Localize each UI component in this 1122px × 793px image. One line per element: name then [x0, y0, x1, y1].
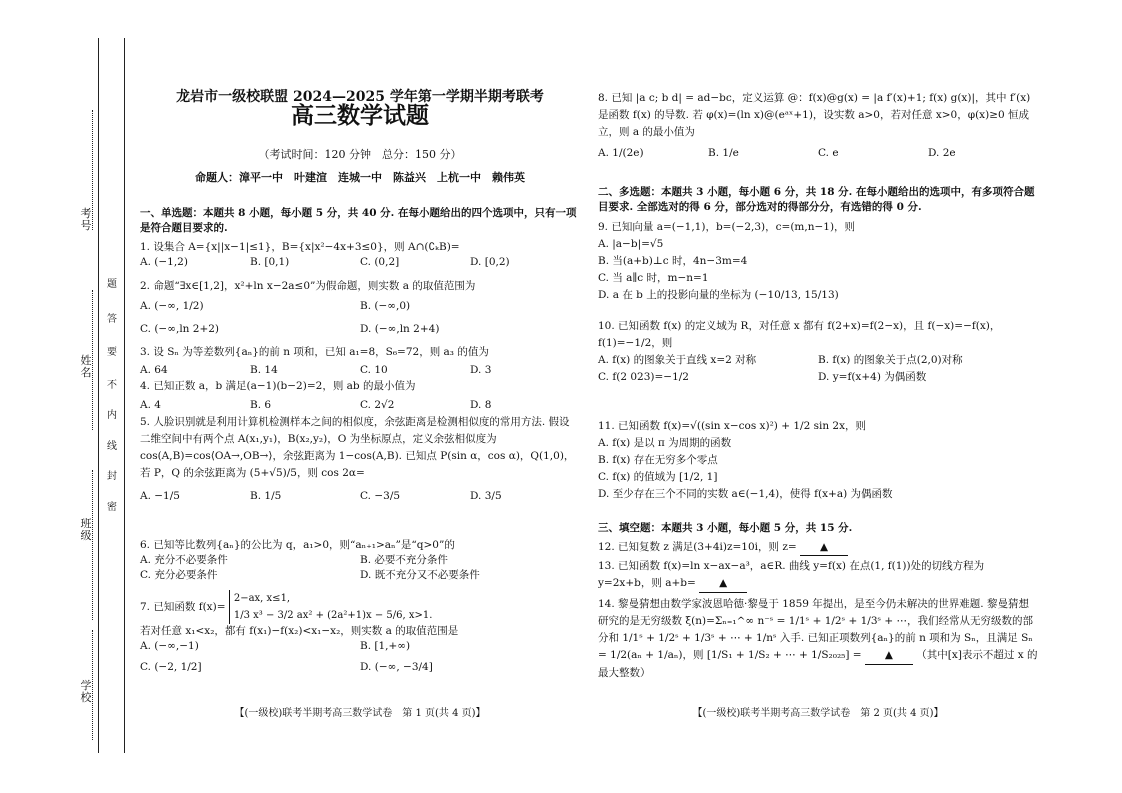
option-a: A. f(x) 是以 π 为周期的函数: [598, 437, 732, 449]
question-stem: 8. 已知 |a c; b d| = ad−bc，定义运算 @：f(x)@g(x) = |a f′(x)+1; f(x) g(x)|，其中 f′(x) 是函数 f(x) 的导数. 若 φ(x)=(ln x)@(eᵃˣ+1)，设实数 a>0，若对任意 x>0，φ(x)≥0 恒成立，则 a 的最小值为: [598, 92, 1031, 138]
question-options: [140, 488, 580, 505]
option-d: D. (−∞, −3/4]: [360, 661, 433, 673]
option-a: A. −1/5: [140, 490, 180, 502]
option-b: B. [0,1): [250, 256, 290, 268]
option-c: C. 2√2: [360, 399, 395, 411]
question-stem: 13. 已知函数 f(x)=ln x−ax−a³，a∈R. 曲线 y=f(x) 在点(1, f(1))处的切线方程为 y=2x+b，则 a+b=: [598, 560, 985, 589]
question-stem: 9. 已知向量 a=(−1,1)，b=(−2,3)，c=(m,n−1)，则: [598, 221, 856, 233]
option-a: A. 1/(2e): [598, 147, 644, 159]
question-stem: 1. 设集合 A={x||x−1|≤1}，B={x|x²−4x+3≤0}，则 A∩(∁ₖB)=: [140, 241, 460, 253]
option-a: A. 充分不必要条件: [140, 554, 228, 566]
question-stem: 3. 设 Sₙ 为等差数列{aₙ}的前 n 项和，已知 a₁=8，S₆=72，则 a₃ 的值为: [140, 346, 489, 358]
class-label: 班级: [80, 517, 92, 542]
question-6: [140, 538, 580, 583]
question-7: [140, 590, 580, 675]
question-options: [140, 639, 580, 675]
page-footer: 【(一级校)联考半期考高三数学试卷 第 2 页(共 4 页)】: [692, 708, 944, 719]
option-a: A. (−1,2): [140, 256, 188, 268]
exam-no-fill-line: [92, 110, 93, 230]
seal-word: 答: [107, 314, 117, 325]
exam-title: 龙岩市一级校联盟 2024—2025 学年第一学期半期考联考: [176, 89, 544, 105]
option-d: D. a 在 b 上的投影向量的坐标为 (−10/13, 15/13): [598, 289, 839, 301]
question-options: [140, 363, 580, 378]
seal-word: 题: [107, 279, 117, 290]
piecewise-brace: [229, 590, 433, 624]
option-d: D. y=f(x+4) 为偶函数: [818, 371, 927, 383]
question-stem: 4. 已知正数 a，b 满足(a−1)(b−2)=2，则 ab 的最小值为: [140, 380, 416, 392]
class-fill-line: [92, 470, 93, 620]
question-1: [140, 240, 580, 270]
option-c: C. (0,2]: [360, 256, 400, 268]
option-b: B. 1/5: [250, 490, 282, 502]
answer-blank[interactable]: ▲: [699, 575, 747, 593]
option-b: B. 6: [250, 399, 272, 411]
option-d: D. 既不充分又不必要条件: [360, 569, 480, 581]
margin-line-outer: [98, 38, 99, 753]
option-c: C. f(x) 的值域为 [1/2, 1]: [598, 471, 718, 483]
binding-margin: [0, 0, 130, 793]
option-a: A. 64: [140, 364, 168, 376]
option-d: D. 3: [470, 364, 492, 376]
seal-word: 不: [107, 380, 117, 391]
question-stem: 5. 人脸识别就是利用计算机检测样本之间的相似度，余弦距离是检测相似度的常用方法. 假设二维空间中有两个点 A(x₁,y₁)，B(x₂,y₂)，O 为坐标原点，定义余弦相似度为 cos(A,B)=cos⟨OA→,OB→⟩，余弦距离为 1−cos(A,B). 已知点 P(sin α，cos α)，Q(1,0)，若 P，Q 的余弦距离为 (5+√5)/5，则 cos 2α=: [140, 416, 575, 479]
section-multiple-choice: 二、多选题：本题共 3 小题，每小题 6 分，共 18 分. 在每小题给出的选项中，有多项符合题目要求. 全部选对的得 6 分，部分选对的得部分分，有选错的得 0 分.: [598, 186, 1035, 213]
question-4: [140, 379, 580, 413]
question-stem: 11. 已知函数 f(x)=√((sin x−cos x)²) + 1/2 sin 2x，则: [598, 420, 867, 432]
question-options: [598, 352, 1038, 386]
question-stem: 12. 已知复数 z 满足(3+4i)z=10i，则 z=: [598, 541, 797, 553]
question-8: [598, 90, 1038, 162]
question-note: （其中[x]表示不超过 x 的最大整数）: [598, 649, 1038, 679]
option-b: B. f(x) 的图象关于点(2,0)对称: [818, 354, 963, 366]
option-a: A. (−∞, 1/2): [140, 300, 204, 312]
section-fill-in: 三、填空题：本题共 3 小题，每小题 5 分，共 15 分.: [598, 522, 853, 534]
option-d: D. 2e: [928, 147, 956, 159]
question-options: [140, 553, 580, 583]
question-options: [140, 398, 580, 413]
question-options: [140, 255, 580, 270]
option-d: D. 至少存在三个不同的实数 a∈(−1,4)，使得 f(x+a) 为偶函数: [598, 488, 893, 500]
section-single-choice: 一、单选题：本题共 8 小题，每小题 5 分，共 40 分. 在每小题给出的四个选项中，只有一项是符合题目要求的.: [140, 207, 577, 234]
answer-blank[interactable]: ▲: [865, 647, 913, 665]
question-13: [598, 558, 1038, 593]
seal-word: 要: [107, 347, 117, 358]
question-2: [140, 279, 580, 337]
question-3: [140, 345, 580, 378]
school-fill-line: [92, 630, 93, 740]
piecewise-case-2: 1/3 x³ − 3/2 ax² + (2a²+1)x − 5/6, x>1.: [233, 610, 433, 621]
question-5: [140, 414, 580, 505]
exam-authors: 命题人：漳平一中 叶建渲 连城一中 陈益兴 上杭一中 赖伟英: [195, 171, 525, 184]
seal-word: 内: [107, 410, 117, 421]
option-b: B. [1,+∞): [360, 640, 411, 652]
exam-subtitle: 高三数学试题: [291, 103, 429, 129]
seal-word: 封: [107, 471, 117, 482]
exam-info: （考试时间：120 分钟 总分：150 分）: [258, 148, 462, 161]
option-b: B. 必要不充分条件: [360, 554, 448, 566]
question-stem: 6. 已知等比数列{aₙ}的公比为 q，a₁>0，则“aₙ₊₁>aₙ”是“q>0”的: [140, 539, 455, 551]
question-14: [598, 596, 1038, 682]
answer-blank[interactable]: ▲: [800, 540, 848, 556]
piecewise-case-1: 2−ax, x≤1,: [233, 593, 291, 604]
seal-word: 线: [107, 441, 117, 452]
name-fill-line: [92, 290, 93, 430]
option-c: C. (−2, 1/2]: [140, 661, 202, 673]
question-options: [598, 145, 1038, 162]
option-d: D. 3/5: [470, 490, 502, 502]
exam-no-label: 考号: [80, 207, 92, 232]
option-d: D. 8: [470, 399, 492, 411]
option-a: A. 4: [140, 399, 161, 411]
option-a: A. f(x) 的图象关于直线 x=2 对称: [598, 354, 757, 366]
question-stem-head: 7. 已知函数 f(x)=: [140, 601, 226, 613]
option-c: C. 当 a∥c 时，m−n=1: [598, 272, 709, 284]
option-b: B. 1/e: [708, 147, 739, 159]
option-b: B. f(x) 存在无穷多个零点: [598, 454, 718, 466]
option-c: C. (−∞,ln 2+2): [140, 323, 220, 335]
option-c: C. f(2 023)=−1/2: [598, 371, 689, 383]
question-stem: 14. 黎曼猜想由数学家波恩哈德·黎曼于 1859 年提出，是至今仍未解决的世界难题. 黎曼猜想研究的是无穷级数 ξ(n)=Σₙ₌₁^∞ n⁻ˢ = 1/1ˢ + 1/2ˢ + 1/3ˢ + ⋯，我们经常从无穷级数的部分和 1/1ˢ + 1/2ˢ + 1/3ˢ + ⋯ + 1/nˢ 入手. 已知正项数列{aₙ}的前 n 项和为 Sₙ，且满足 Sₙ = 1/2(aₙ + 1/aₙ)，则 [1/S₁ + 1/S₂ + ⋯ + 1/S₂₀₂₅] =: [598, 598, 1034, 661]
option-b: B. (−∞,0): [360, 300, 411, 312]
name-label: 姓名: [80, 354, 92, 379]
question-stem: 10. 已知函数 f(x) 的定义域为 R，对任意 x 都有 f(2+x)=f(2−x)，且 f(−x)=−f(x)，f(1)=−1/2，则: [598, 320, 1001, 349]
seal-word: 密: [107, 502, 117, 513]
question-stem-tail: 若对任意 x₁<x₂，都有 f(x₁)−f(x₂)<x₁−x₂，则实数 a 的取值范围是: [140, 625, 459, 637]
margin-line-inner: [124, 38, 125, 753]
option-d: D. [0,2): [470, 256, 510, 268]
option-c: C. −3/5: [360, 490, 401, 502]
option-d: D. (−∞,ln 2+4): [360, 323, 440, 335]
option-b: B. 当(a+b)⊥c 时，4n−3m=4: [598, 255, 748, 267]
question-10: [598, 318, 1038, 386]
question-11: [598, 418, 1038, 503]
question-12: [598, 540, 1038, 556]
question-options: [140, 299, 580, 337]
option-c: C. 10: [360, 364, 388, 376]
option-b: B. 14: [250, 364, 278, 376]
question-stem: 2. 命题“∃x∈[1,2]，x²+ln x−2a≤0”为假命题，则实数 a 的取值范围为: [140, 280, 476, 292]
option-a: A. |a−b|=√5: [598, 238, 664, 250]
question-9: [598, 219, 1038, 304]
page-footer: 【(一级校)联考半期考高三数学试卷 第 1 页(共 4 页)】: [234, 708, 486, 719]
option-a: A. (−∞,−1): [140, 640, 199, 652]
option-c: C. e: [818, 147, 839, 159]
school-label: 学校: [80, 679, 92, 704]
option-c: C. 充分必要条件: [140, 569, 218, 581]
